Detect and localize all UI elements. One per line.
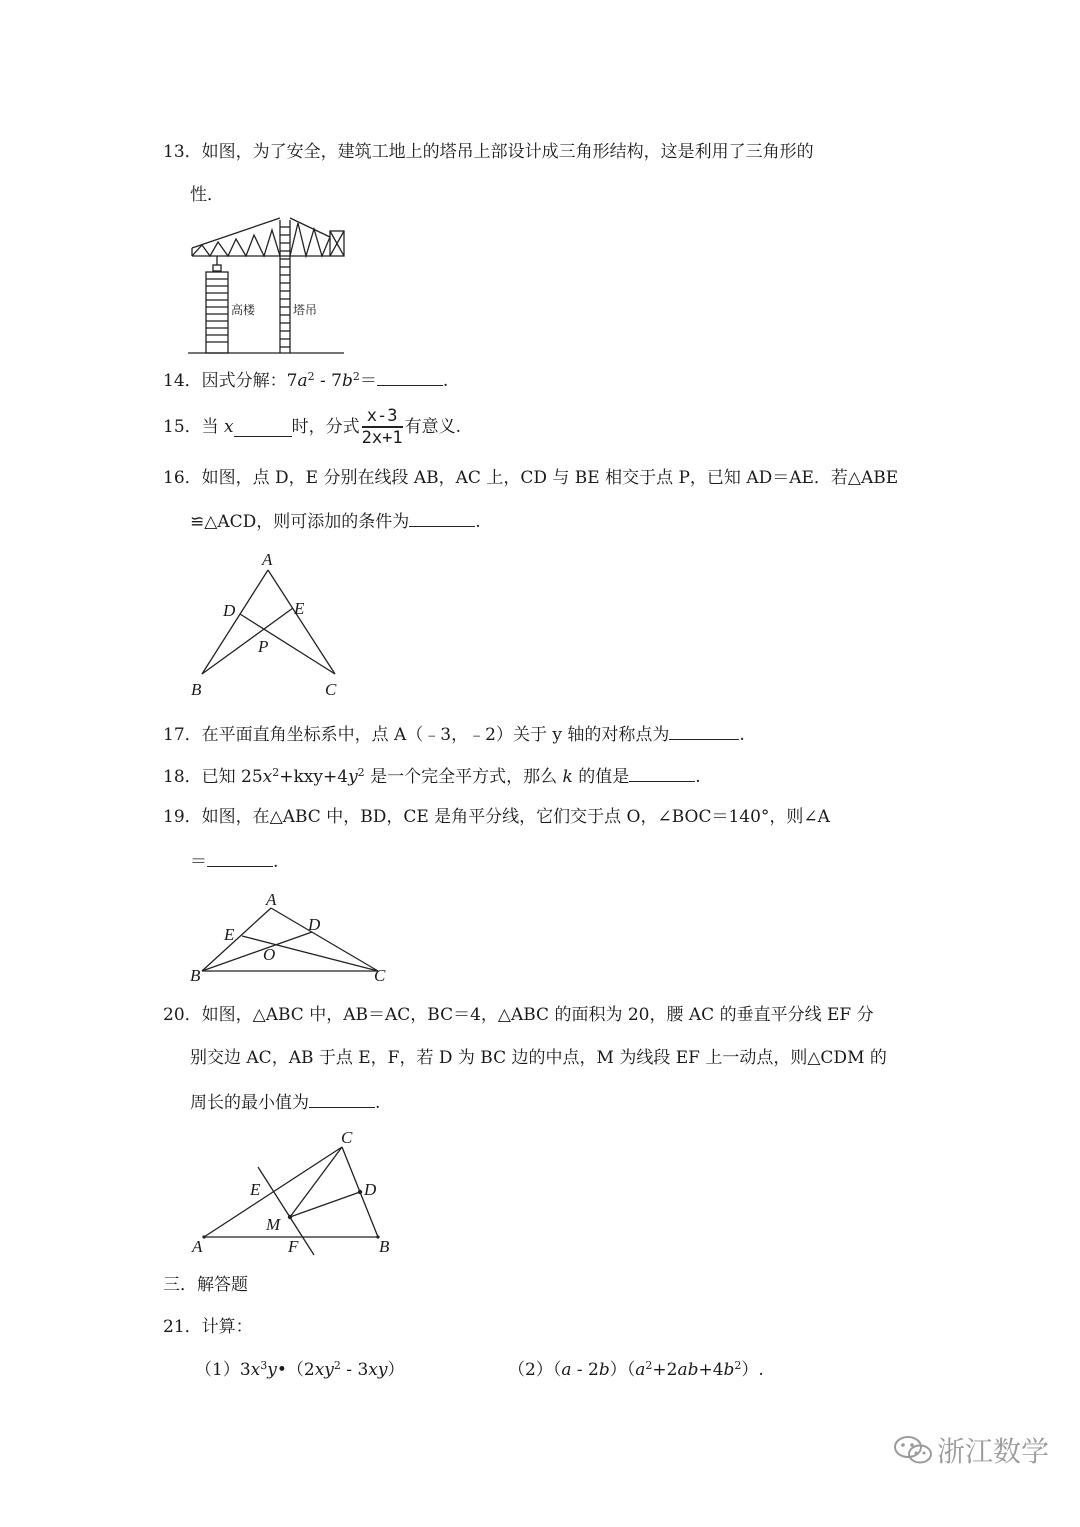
label-crane: 塔吊 — [293, 303, 318, 317]
label-E: E — [224, 925, 235, 944]
label-D: D — [364, 1180, 377, 1199]
q19-line2: ＝ . — [190, 848, 278, 874]
label-D: D — [308, 915, 321, 934]
q21-part1: $(1)3x^3y•(2xy^2 - 3xy)$ — [195, 1359, 405, 1380]
label-O: O — [263, 945, 276, 964]
watermark: 浙江数学 — [893, 1430, 1049, 1470]
section-title: 三．解答题 — [163, 1275, 248, 1295]
q13-line1: 13．如图，为了安全，建筑工地上的塔吊上部设计成三角形结构，这是利用了三角形的 — [163, 142, 814, 162]
label-A: A — [262, 550, 273, 569]
answer-blank-20[interactable] — [309, 1089, 375, 1108]
label-M: M — [266, 1215, 281, 1234]
label-C: C — [325, 680, 337, 699]
label-F: F — [288, 1237, 299, 1256]
fraction: $\frac{x-3}{2x+1}$ — [361, 406, 403, 448]
answer-blank-17[interactable] — [669, 721, 739, 740]
q21-part2: $(2)(a - 2b)(a^2+2ab+4b^2)$. — [508, 1359, 764, 1380]
label-E: E — [294, 599, 305, 618]
label-P: P — [258, 637, 269, 656]
q21-title: 21．计算： — [163, 1317, 253, 1337]
q20-line1: 20．如图，△ABC 中，AB＝AC，BC＝4，△ABC 的面积为 20，腰 AC 的垂直平分线 EF 分 — [163, 1005, 874, 1025]
label-E: E — [250, 1180, 261, 1199]
answer-blank-15[interactable] — [234, 418, 292, 437]
answer-blank-16[interactable] — [409, 508, 475, 527]
triangle-figure-16 — [185, 548, 355, 703]
answer-blank-19[interactable] — [207, 848, 273, 867]
answer-blank-14[interactable] — [377, 367, 443, 386]
answer-blank-18[interactable] — [629, 763, 695, 782]
q14: 14．因式分解：$7a^2 - 7b^2=$ . — [163, 367, 448, 393]
label-A: A — [266, 890, 277, 909]
q20-line3: 周长的最小值为 . — [190, 1089, 380, 1115]
q16-line2: ≌△ACD，则可添加的条件为 . — [190, 508, 481, 534]
label-building: 高楼 — [231, 303, 256, 317]
q15: 15．当 x 时，分式 $\frac{x-3}{2x+1}$ 有意义. — [163, 406, 461, 448]
triangle-figure-19 — [186, 890, 396, 985]
wechat-icon — [893, 1434, 933, 1466]
label-C: C — [341, 1128, 353, 1147]
q18: 18．已知 $25x^2+kxy+4y^2$ 是一个完全平方式，那么 k 的值是 . — [163, 763, 701, 789]
q19-line1: 19．如图，在△ABC 中，BD，CE 是角平分线，它们交于点 O，∠BOC＝140°，则∠A — [163, 807, 830, 827]
q13-line2: 性． — [190, 185, 224, 205]
triangle-figure-20 — [188, 1125, 403, 1260]
label-A: A — [192, 1237, 203, 1256]
label-C: C — [374, 966, 386, 985]
label-B: B — [190, 966, 201, 985]
q16-line1: 16．如图，点 D，E 分别在线段 AB，AC 上，CD 与 BE 相交于点 P，已知 AD＝AE．若△ABE — [163, 468, 899, 488]
label-D: D — [223, 601, 236, 620]
q17: 17．在平面直角坐标系中，点 A（﹣3，﹣2）关于 y 轴的对称点为 . — [163, 721, 745, 747]
q20-line2: 别交边 AC，AB 于点 E，F，若 D 为 BC 边的中点，M 为线段 EF 上一动点，则△CDM 的 — [190, 1048, 887, 1068]
tower-crane-figure — [188, 215, 350, 360]
label-B: B — [191, 680, 202, 699]
label-B: B — [379, 1237, 390, 1256]
